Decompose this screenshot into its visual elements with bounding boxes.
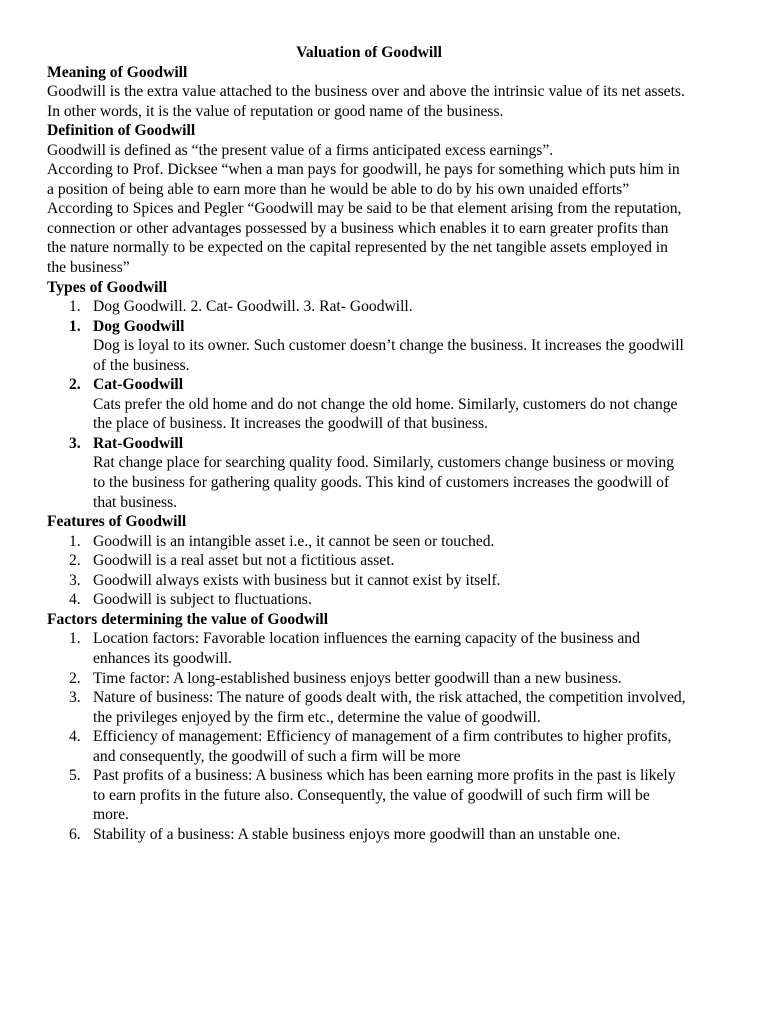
factor-text: Stability of a business: A stable business enjoys more goodwill than an unstable one. xyxy=(93,825,621,843)
factor-text: Location factors: Favorable location influences the earning capacity of the business and enhances its goodwill. xyxy=(93,630,640,667)
list-item: 2. Cat-Goodwill Cats prefer the old home and do not change the old home. Similarly, customers do not change the place of business. It increases the goodwill of that business. xyxy=(47,375,687,434)
factor-text: Efficiency of management: Efficiency of management of a firm contributes to higher profits, and consequently, the goodwill of such a firm will be more xyxy=(93,728,672,765)
feature-text: Goodwill is a real asset but not a fictitious asset. xyxy=(93,552,395,570)
list-item: 3. Goodwill always exists with business but it cannot exist by itself. xyxy=(69,571,501,589)
types-list xyxy=(47,317,687,512)
features-list xyxy=(47,532,687,610)
list-item: 4. Goodwill is subject to fluctuations. xyxy=(69,591,312,609)
list-item: 5. Past profits of a business: A business which has been earning more profits in the past is likely to earn profits in the future also. Consequently, the value of goodwill of such firm will be more. xyxy=(69,767,676,824)
definition-paragraph: Goodwill is defined as “the present value of a firms anticipated excess earnings”. xyxy=(47,141,554,159)
feature-text: Goodwill always exists with business but it cannot exist by itself. xyxy=(93,571,501,589)
type-description: Rat change place for searching quality food. Similarly, customers change business or moving to the business for gathering quality goods. This kind of customers increases the goodwill of that business. xyxy=(93,454,675,511)
list-item: 1. Goodwill is an intangible asset i.e., it cannot be seen or touched. xyxy=(69,532,495,550)
list-item: 2. Time factor: A long-established business enjoys better goodwill than a new business. xyxy=(69,669,622,687)
factors-list xyxy=(47,629,687,844)
list-item: 1. Location factors: Favorable location influences the earning capacity of the business and enhances its goodwill. xyxy=(69,630,640,667)
definition-heading: Definition of Goodwill xyxy=(47,122,196,140)
type-description: Cats prefer the old home and do not change the old home. Similarly, customers do not change the place of business. It increases the goodwill of that business. xyxy=(93,395,678,433)
meaning-heading: Meaning of Goodwill xyxy=(47,63,188,81)
type-title: Cat-Goodwill xyxy=(93,376,184,394)
types-summary-list xyxy=(47,297,687,317)
list-item: 2. Goodwill is a real asset but not a fictitious asset. xyxy=(69,552,395,570)
factor-text: Time factor: A long-established business enjoys better goodwill than a new business. xyxy=(93,669,622,687)
types-summary: Dog Goodwill. 2. Cat- Goodwill. 3. Rat- Goodwill. xyxy=(93,298,413,316)
factor-text: Past profits of a business: A business which has been earning more profits in the past is likely to earn profits in the future also. Consequently, the value of goodwill of such firm will be more. xyxy=(93,767,676,824)
definition-paragraph: According to Prof. Dicksee “when a man pays for goodwill, he pays for something which puts him in a position of being able to earn more than he would be able to do by his own unaided efforts” xyxy=(47,161,680,198)
features-heading: Features of Goodwill xyxy=(47,513,187,531)
factors-heading: Factors determining the value of Goodwill xyxy=(47,610,329,628)
type-title: Dog Goodwill xyxy=(93,317,185,335)
document-body xyxy=(47,43,687,844)
list-item: 3. Rat-Goodwill Rat change place for searching quality food. Similarly, customers change business or moving to the business for gathering quality goods. This kind of customers increases the goodwill of that business. xyxy=(47,434,687,512)
list-item: 1. Dog Goodwill. 2. Cat- Goodwill. 3. Rat- Goodwill. xyxy=(69,298,413,316)
types-heading: Types of Goodwill xyxy=(47,278,168,296)
list-item: 4. Efficiency of management: Efficiency of management of a firm contributes to higher profits, and consequently, the goodwill of such a firm will be more xyxy=(69,728,672,765)
document-title: Valuation of Goodwill xyxy=(296,44,442,61)
factor-text: Nature of business: The nature of goods dealt with, the risk attached, the competition involved, the privileges enjoyed by the firm etc., determine the value of goodwill. xyxy=(93,689,686,726)
feature-text: Goodwill is an intangible asset i.e., it cannot be seen or touched. xyxy=(93,532,495,550)
type-title: Rat-Goodwill xyxy=(93,434,184,452)
feature-text: Goodwill is subject to fluctuations. xyxy=(93,591,312,609)
list-item: 1. Dog Goodwill Dog is loyal to its owner. Such customer doesn’t change the business. It increases the goodwill of the business. xyxy=(47,317,687,376)
definition-paragraph: According to Spices and Pegler “Goodwill may be said to be that element arising from the reputation, connection or other advantages possessed by a business which enables it to earn greater profits than the nature normally to be expected on the capital represented by the net tangible assets employed in the business” xyxy=(47,200,682,277)
meaning-text: Goodwill is the extra value attached to the business over and above the intrinsic value of its net assets. In other words, it is the value of reputation or good name of the business. xyxy=(47,83,685,120)
type-description: Dog is loyal to its owner. Such customer doesn’t change the business. It increases the goodwill of the business. xyxy=(93,337,684,374)
list-item: 6. Stability of a business: A stable business enjoys more goodwill than an unstable one. xyxy=(69,825,621,843)
list-item: 3. Nature of business: The nature of goods dealt with, the risk attached, the competition involved, the privileges enjoyed by the firm etc., determine the value of goodwill. xyxy=(69,689,686,726)
